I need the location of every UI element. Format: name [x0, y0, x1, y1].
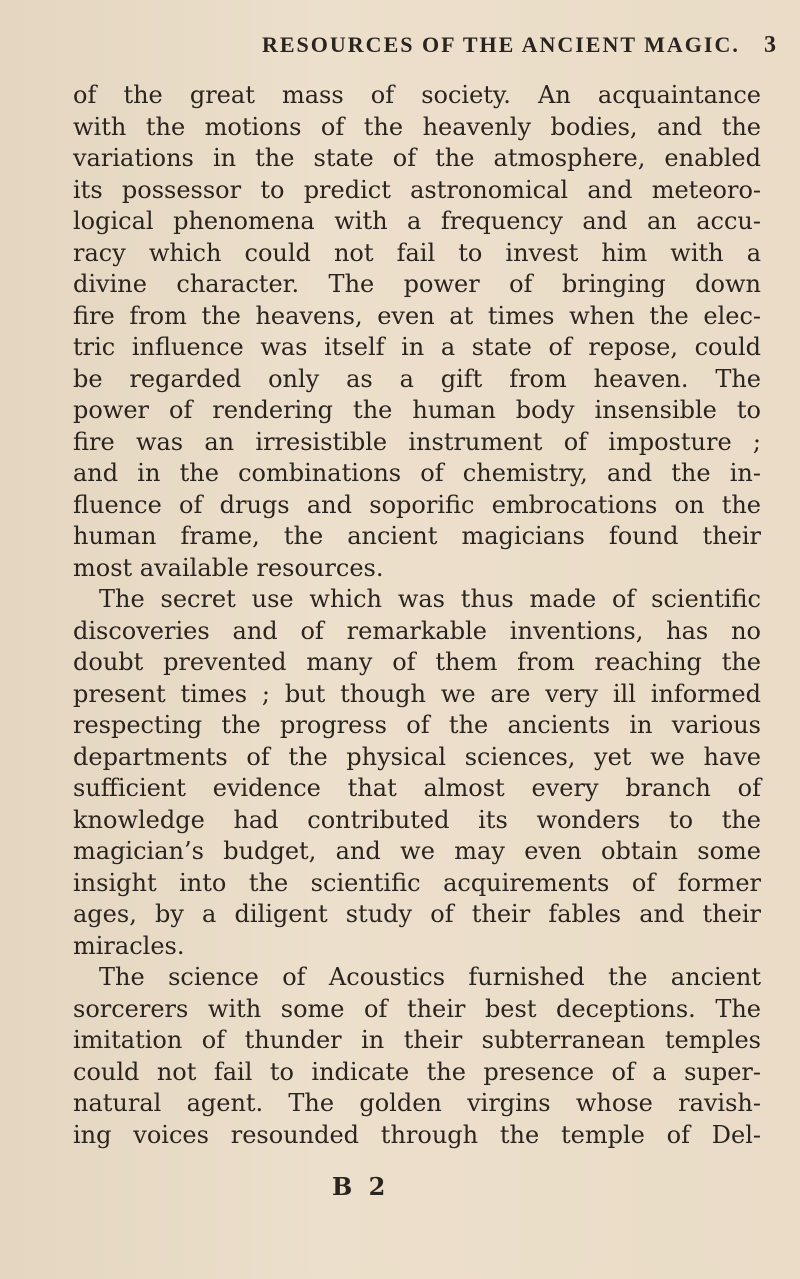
- text-line: imitation of thunder in their subterranean temples: [73, 1026, 761, 1054]
- text-line: fluence of drugs and soporific embrocations on the: [73, 490, 761, 519]
- text-line: natural agent. The golden virgins whose ravish-: [73, 1089, 761, 1117]
- text-line: doubt prevented many of them from reaching the: [73, 648, 761, 676]
- text-line: insight into the scientific acquirements of former: [73, 868, 761, 897]
- text-line: fire was an irresistible instrument of imposture ;: [73, 427, 761, 456]
- text-line: magician’s budget, and we may even obtain some: [73, 837, 761, 865]
- text-line: discoveries and of remarkable inventions, has no: [73, 616, 761, 645]
- text-line: power of rendering the human body insensible to: [73, 396, 761, 424]
- text-line: tric influence was itself in a state of repose, could: [73, 333, 761, 361]
- text-line: logical phenomena with a frequency and an accu-: [73, 207, 761, 235]
- signature-mark: B 2: [332, 1172, 390, 1201]
- text-line: knowledge had contributed its wonders to the: [73, 805, 761, 834]
- body-text: [73, 80, 761, 1151]
- text-line: miracles.: [73, 931, 185, 960]
- text-line: its possessor to predict astronomical and meteoro-: [73, 175, 761, 204]
- text-line: be regarded only as a gift from heaven. The: [73, 364, 761, 393]
- text-line: sorcerers with some of their best deceptions. The: [73, 994, 761, 1023]
- text-line: with the motions of the heavenly bodies, and the: [73, 112, 761, 141]
- text-line: The secret use which was thus made of scientific: [99, 585, 761, 613]
- text-line: ages, by a diligent study of their fables and their: [73, 900, 761, 928]
- text-line: most available resources.: [73, 553, 384, 582]
- text-line: departments of the physical sciences, yet we have: [73, 742, 761, 771]
- text-line: variations in the state of the atmosphere, enabled: [73, 144, 761, 172]
- text-line: respecting the progress of the ancients in various: [73, 711, 761, 739]
- text-line: and in the combinations of chemistry, and the in-: [73, 459, 761, 487]
- text-line: human frame, the ancient magicians found their: [73, 522, 761, 550]
- text-line: of the great mass of society. An acquaintance: [73, 81, 761, 109]
- text-line: The science of Acoustics furnished the ancient: [99, 963, 761, 991]
- text-line: sufficient evidence that almost every branch of: [73, 774, 761, 802]
- text-line: ing voices resounded through the temple of Del-: [73, 1120, 761, 1149]
- text-line: divine character. The power of bringing down: [73, 270, 761, 298]
- running-head: [262, 30, 782, 66]
- running-title: RESOURCES OF THE ANCIENT MAGIC.: [262, 32, 740, 57]
- text-line: racy which could not fail to invest him with a: [73, 238, 761, 267]
- page-number: 3: [764, 32, 776, 58]
- text-line: fire from the heavens, even at times when the elec-: [73, 301, 761, 330]
- text-line: could not fail to indicate the presence of a super-: [73, 1057, 761, 1086]
- text-line: present times ; but though we are very ill informed: [73, 679, 761, 708]
